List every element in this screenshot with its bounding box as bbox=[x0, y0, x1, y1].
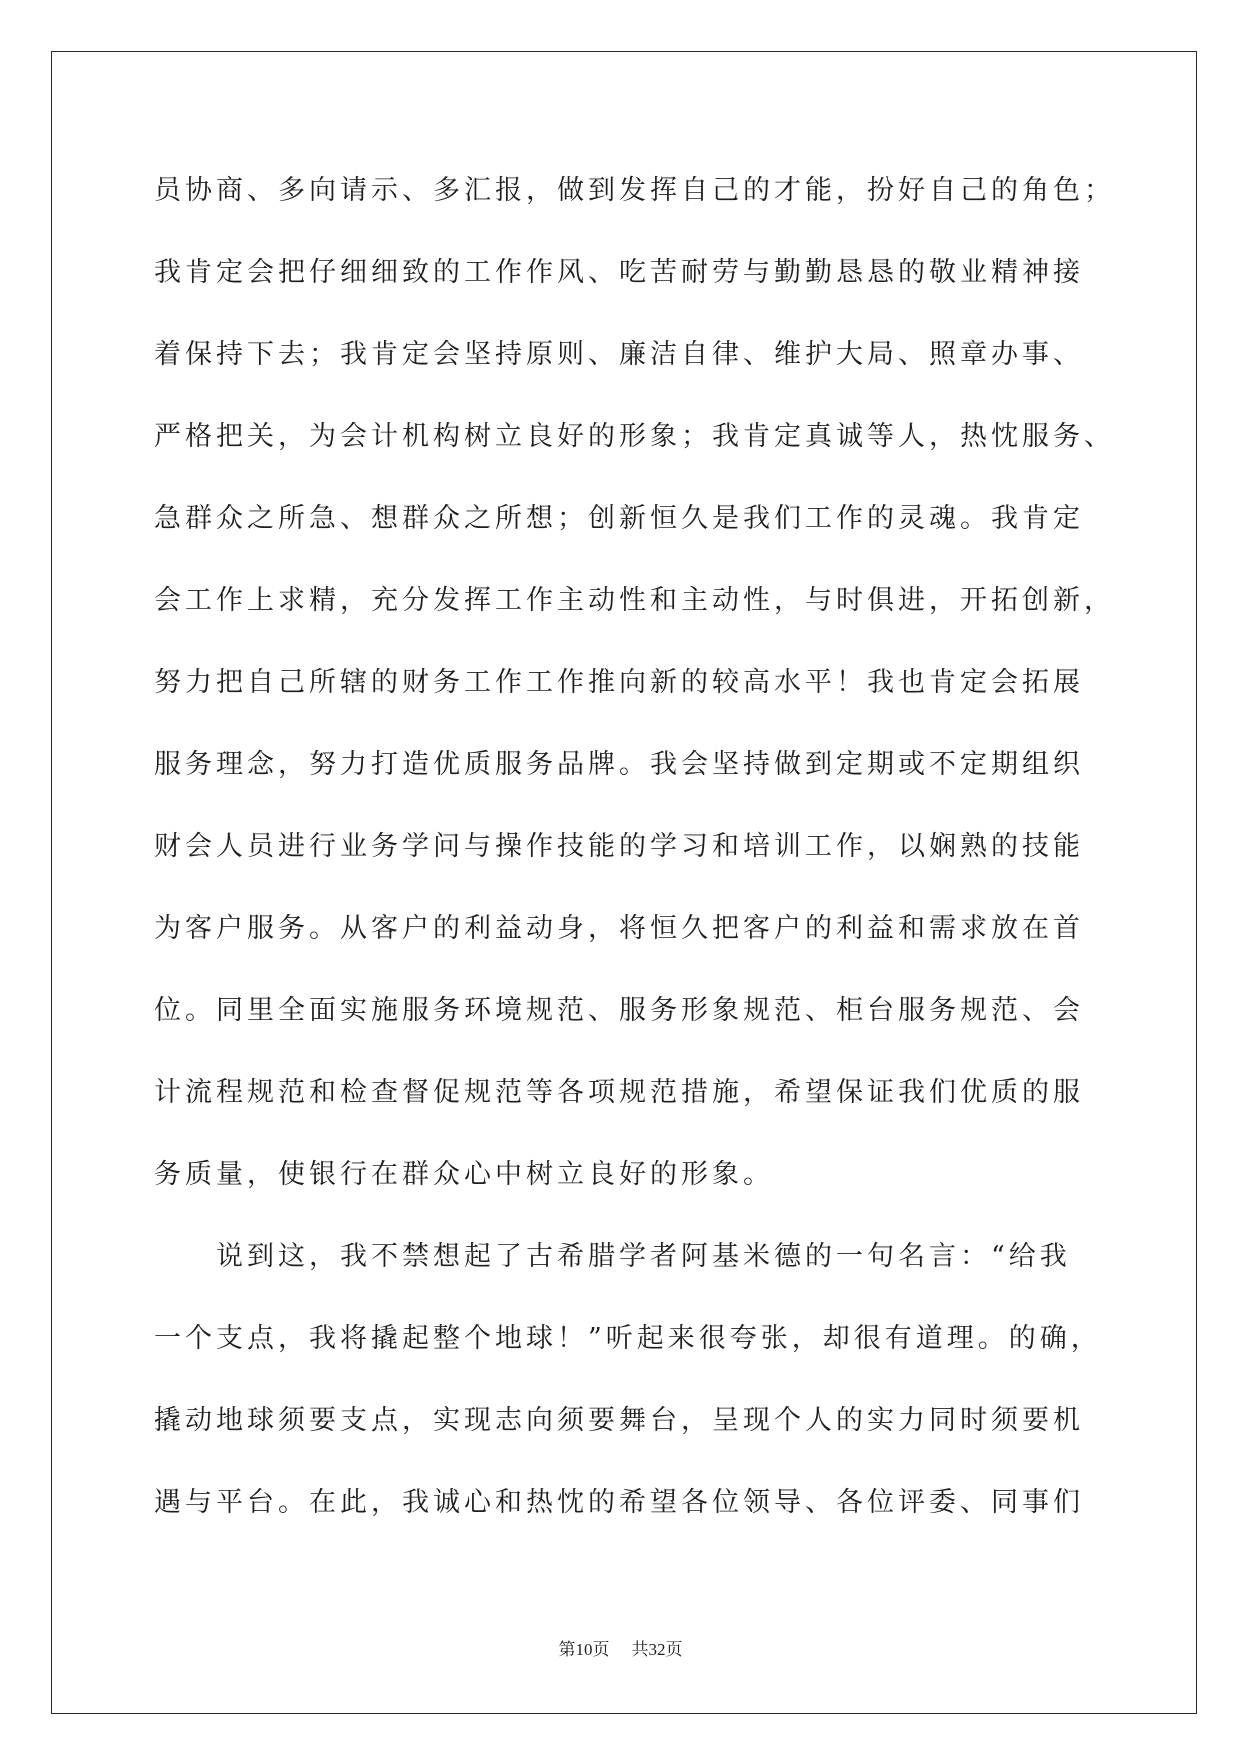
text-line: 财会人员进行业务学问与操作技能的学习和培训工作，以娴熟的技能 bbox=[154, 831, 1084, 862]
text-line: 计流程规范和检查督促规范等各项规范措施，希望保证我们优质的服 bbox=[154, 1077, 1084, 1108]
page-footer bbox=[0, 1638, 1241, 1662]
text-line: 严格把关，为会计机构树立良好的形象；我肯定真诚等人，热忱服务、 bbox=[154, 421, 1115, 452]
text-line: 服务理念，努力打造优质服务品牌。我会坚持做到定期或不定期组织 bbox=[154, 749, 1084, 780]
text-line: 努力把自己所辖的财务工作工作推向新的较高水平！我也肯定会拓展 bbox=[154, 667, 1084, 698]
text-line: 会工作上求精，充分发挥工作主动性和主动性，与时俱进，开拓创新， bbox=[154, 585, 1115, 616]
paragraph-1 bbox=[154, 150, 1134, 1216]
document-body bbox=[154, 150, 1134, 1544]
text-line: 撬动地球须要支点，实现志向须要舞台，呈现个人的实力同时须要机 bbox=[154, 1405, 1084, 1436]
text-line: 遇与平台。在此，我诚心和热忱的希望各位领导、各位评委、同事们 bbox=[154, 1487, 1084, 1518]
text-line: 位。同里全面实施服务环境规范、服务形象规范、柜台服务规范、会 bbox=[154, 995, 1084, 1026]
text-line: 我肯定会把仔细细致的工作作风、吃苦耐劳与勤勤恳恳的敬业精神接 bbox=[154, 257, 1084, 288]
text-line: 一个支点，我将撬起整个地球！”听起来很夸张，却很有道理。的确， bbox=[154, 1323, 1102, 1354]
text-line: 务质量，使银行在群众心中树立良好的形象。 bbox=[154, 1159, 774, 1190]
text-line: 为客户服务。从客户的利益动身，将恒久把客户的利益和需求放在首 bbox=[154, 913, 1084, 944]
paragraph-2 bbox=[154, 1216, 1134, 1544]
text-line: 急群众之所急、想群众之所想；创新恒久是我们工作的灵魂。我肯定 bbox=[154, 503, 1084, 534]
text-line: 说到这，我不禁想起了古希腊学者阿基米德的一句名言：“给我 bbox=[216, 1241, 1071, 1272]
page-number: 第10页 bbox=[558, 1640, 610, 1659]
text-line: 着保持下去；我肯定会坚持原则、廉洁自律、维护大局、照章办事、 bbox=[154, 339, 1084, 370]
page-total: 共32页 bbox=[631, 1640, 683, 1659]
text-line: 员协商、多向请示、多汇报，做到发挥自己的才能，扮好自己的角色； bbox=[154, 175, 1115, 206]
